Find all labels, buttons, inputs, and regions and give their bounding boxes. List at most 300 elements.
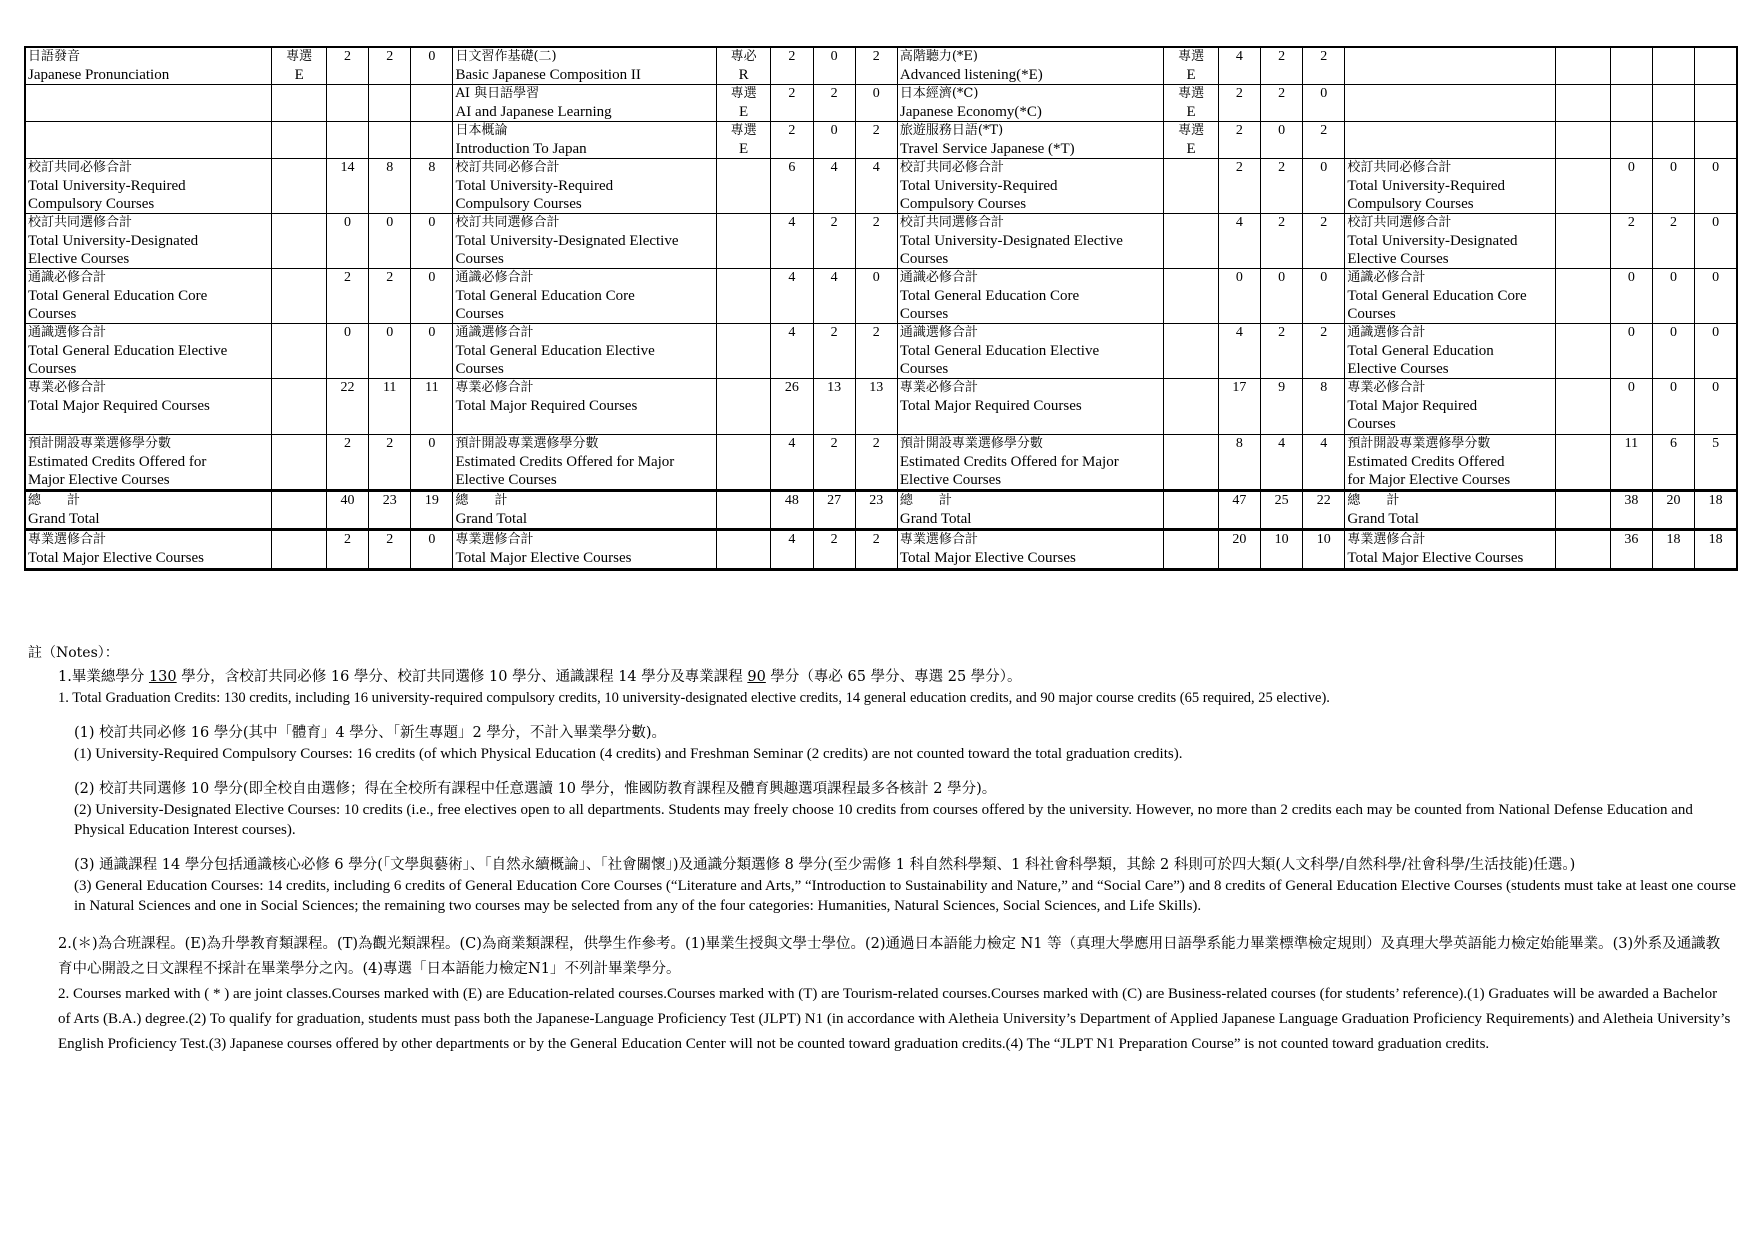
total-label-zh: 校訂共同選修合計 <box>1347 215 1452 230</box>
total-label-en: Total University-Designated Elective <box>899 233 1123 249</box>
course-name-cell <box>453 47 716 85</box>
total-credit-cell: 0 <box>326 324 368 379</box>
total-label-en: Total General Education Elective <box>455 343 655 359</box>
course-name-zh: 日本經濟(*C) <box>899 86 979 101</box>
total-type-cell <box>1556 159 1611 214</box>
total-label-zh: 通識選修合計 <box>28 325 107 340</box>
total-credit-cell: 0 <box>855 269 897 324</box>
total-credit-cell: 48 <box>771 491 813 530</box>
total-label-zh: 校訂共同必修合計 <box>28 160 133 175</box>
course-name-zh: 旅遊服務日語(*T) <box>899 123 1004 138</box>
credit-cell <box>411 85 453 122</box>
course-type-letter: E <box>739 141 749 157</box>
course-name-zh: AI 與日語學習 <box>455 86 540 101</box>
total-type-cell <box>1556 269 1611 324</box>
total-label-zh: 預計開設專業選修學分數 <box>1347 436 1491 451</box>
credit-cell: 2 <box>369 47 411 85</box>
credit-cell: 0 <box>1261 122 1303 159</box>
total-row <box>25 324 1737 379</box>
total-label-en: Total University-Required <box>1347 178 1506 194</box>
credit-cell <box>1695 122 1737 159</box>
course-type-letter: E <box>1186 67 1196 83</box>
note-1-2-en: (2) University-Designated Elective Courses: 10 credits (i.e., free electives open to all departments. Students may freely choose 10 credits from courses offered by the university. However, no more than 2 credits each may be counted from National Defense Education and Physical Education Interest courses). <box>74 802 1693 838</box>
total-type-cell <box>716 214 771 269</box>
total-type-cell <box>1556 379 1611 435</box>
total-label-zh: 通識選修合計 <box>1347 325 1426 340</box>
total-label-en: Grand Total <box>899 511 972 527</box>
total-type-cell <box>1556 530 1611 570</box>
total-label-en: Estimated Credits Offered for Major <box>899 454 1119 470</box>
course-type-cell <box>1164 85 1219 122</box>
total-label-en: Grand Total <box>1347 511 1419 527</box>
total-credit-cell: 10 <box>1261 530 1303 570</box>
note-1-1 <box>74 722 1739 764</box>
credit-cell: 2 <box>855 122 897 159</box>
total-type-cell <box>716 530 771 570</box>
total-type-cell <box>716 379 771 435</box>
total-type-cell <box>716 435 771 491</box>
total-label-en: Compulsory Courses <box>455 196 582 212</box>
total-credit-cell: 4 <box>813 269 855 324</box>
credit-cell: 2 <box>1261 47 1303 85</box>
total-label-zh: 專業選修合計 <box>455 532 534 547</box>
total-credit-cell: 2 <box>1218 159 1260 214</box>
total-credit-cell: 18 <box>1652 530 1694 570</box>
total-type-cell <box>272 159 327 214</box>
total-credit-cell: 4 <box>1218 214 1260 269</box>
credit-cell: 4 <box>1218 47 1260 85</box>
course-name-cell <box>25 122 272 159</box>
course-type-cell <box>272 122 327 159</box>
note-2-zh: 2.(＊)為合班課程。(E)為升學教育類課程。(T)為觀光類課程。(C)為商業類課程，供學生作參考。(1)畢業生授與文學士學位。(2)通過日本語能力檢定 N1 等（真理大學應用日語學系能力畢業標準檢定規則）及真理大學英語能力檢定始能畢業。(3)外系及通識教育中心開設之日文課程不採計在畢業學分之內。(4)專選「日本語能力檢定N1」不列計畢業學分。 <box>58 936 1721 977</box>
notes-title: 註（Notes）： <box>28 645 119 661</box>
total-type-cell <box>1164 214 1219 269</box>
total-credit-cell: 4 <box>855 159 897 214</box>
course-name-en: Advanced listening(*E) <box>899 67 1043 83</box>
total-credit-cell: 2 <box>369 269 411 324</box>
total-label-zh: 專業選修合計 <box>899 532 978 547</box>
credit-cell: 2 <box>771 122 813 159</box>
total-credit-cell: 0 <box>1652 324 1694 379</box>
credit-cell <box>1652 122 1694 159</box>
total-label-en: Courses <box>899 251 949 267</box>
total-credit-cell: 38 <box>1610 491 1652 530</box>
total-label-en: Total Major Required Courses <box>899 398 1082 414</box>
total-type-cell <box>1164 491 1219 530</box>
total-credit-cell: 6 <box>771 159 813 214</box>
total-credit-cell: 22 <box>1303 491 1345 530</box>
credit-cell: 0 <box>855 85 897 122</box>
total-type-cell <box>1556 435 1611 491</box>
total-label-cell <box>25 324 272 379</box>
total-credit-cell: 0 <box>1695 159 1737 214</box>
total-label-zh: 校訂共同必修合計 <box>455 160 560 175</box>
total-label-zh: 通識必修合計 <box>455 270 534 285</box>
total-label-en: Grand Total <box>455 511 528 527</box>
total-label-cell <box>453 435 716 491</box>
total-credit-cell: 17 <box>1218 379 1260 435</box>
total-label-en: Elective Courses <box>1347 251 1449 267</box>
total-type-cell <box>716 491 771 530</box>
total-label-zh: 總 計 <box>1347 493 1400 508</box>
total-credit-cell: 2 <box>813 214 855 269</box>
total-row <box>25 491 1737 530</box>
total-type-cell <box>272 530 327 570</box>
total-label-en: Courses <box>455 361 504 377</box>
credit-cell <box>1695 47 1737 85</box>
total-credit-cell: 0 <box>411 435 453 491</box>
total-label-zh: 預計開設專業選修學分數 <box>455 436 599 451</box>
total-label-cell <box>897 214 1163 269</box>
total-credit-cell: 2 <box>813 530 855 570</box>
total-label-zh: 專業必修合計 <box>28 380 107 395</box>
total-label-zh: 專業必修合計 <box>899 380 978 395</box>
total-label-en: Courses <box>455 306 504 322</box>
total-credit-cell: 0 <box>411 269 453 324</box>
course-name-cell <box>453 85 716 122</box>
total-label-en: Total University-Designated Elective <box>455 233 679 249</box>
total-credit-cell: 2 <box>1261 324 1303 379</box>
total-row <box>25 435 1737 491</box>
total-label-cell <box>897 269 1163 324</box>
total-type-cell <box>272 435 327 491</box>
total-credit-cell: 14 <box>326 159 368 214</box>
total-label-cell <box>1345 435 1556 491</box>
total-label-en: Total General Education Core <box>28 288 208 304</box>
total-type-cell <box>1164 435 1219 491</box>
course-name-cell <box>25 47 272 85</box>
total-credit-cell: 0 <box>411 324 453 379</box>
total-credit-cell: 2 <box>1303 324 1345 379</box>
credit-cell <box>326 85 368 122</box>
total-credit-cell: 40 <box>326 491 368 530</box>
total-credit-cell: 0 <box>1695 214 1737 269</box>
total-type-cell <box>716 324 771 379</box>
total-credit-cell: 0 <box>1695 269 1737 324</box>
note-1-en: 1. Total Graduation Credits: 130 credits, including 16 university-required compulsory credits, 10 university-designated elective credits, 14 general education credits, and 90 major course credits (65 required, 25 elective). <box>58 690 1330 706</box>
total-type-cell <box>272 491 327 530</box>
course-name-cell <box>897 85 1163 122</box>
total-credit-cell: 0 <box>1695 324 1737 379</box>
total-type-cell <box>1164 159 1219 214</box>
credit-cell: 0 <box>813 122 855 159</box>
total-label-zh: 通識必修合計 <box>28 270 107 285</box>
total-type-cell <box>1556 491 1611 530</box>
total-credit-cell: 4 <box>1218 324 1260 379</box>
total-label-zh: 校訂共同必修合計 <box>1347 160 1452 175</box>
total-label-cell <box>1345 214 1556 269</box>
credit-cell <box>1610 122 1652 159</box>
total-label-en: Elective Courses <box>455 472 557 488</box>
total-credit-cell: 0 <box>1610 269 1652 324</box>
total-label-en: Total Major Required <box>1347 398 1478 414</box>
total-type-cell <box>716 269 771 324</box>
total-credit-cell: 2 <box>369 530 411 570</box>
course-type: 專必 <box>730 49 757 64</box>
credit-cell: 2 <box>855 47 897 85</box>
credit-cell <box>411 122 453 159</box>
total-credit-cell: 0 <box>1303 269 1345 324</box>
total-credit-cell: 0 <box>369 324 411 379</box>
course-row <box>25 122 1737 159</box>
total-label-cell <box>25 530 272 570</box>
credit-cell <box>1610 47 1652 85</box>
credit-cell: 2 <box>1303 47 1345 85</box>
total-label-en: Courses <box>28 306 77 322</box>
total-credit-cell: 4 <box>771 324 813 379</box>
total-label-cell <box>453 159 716 214</box>
course-type: 專選 <box>730 123 757 138</box>
total-credit-cell: 8 <box>411 159 453 214</box>
total-credit-cell: 0 <box>1261 269 1303 324</box>
total-label-en: Courses <box>1347 416 1396 432</box>
notes-section <box>24 642 1739 1057</box>
course-type-cell <box>272 47 327 85</box>
total-label-zh: 校訂共同選修合計 <box>455 215 560 230</box>
total-credit-cell: 2 <box>855 530 897 570</box>
total-credit-cell: 2 <box>326 269 368 324</box>
course-type-letter: E <box>739 104 749 120</box>
total-label-en: Total University-Required <box>899 178 1058 194</box>
total-credit-cell: 11 <box>369 379 411 435</box>
course-name-cell <box>1345 122 1556 159</box>
total-label-en: Elective Courses <box>1347 361 1449 377</box>
total-label-zh: 總 計 <box>455 493 508 508</box>
total-label-zh: 通識必修合計 <box>899 270 978 285</box>
note-1-3-en: (3) General Education Courses: 14 credits, including 6 credits of General Education Core Courses (“Literature and Arts,” “Introduction to Sustainability and Nature,” and “Social Care”) and 8 credits of General Education Elective Courses (students must take at least one course in Natural Sciences and one in Social Sciences; the remaining two courses may be selected from any of the four categories: Humanities, Natural Sciences, Social Sciences, and Life Skills). <box>74 878 1736 914</box>
total-label-cell <box>25 159 272 214</box>
total-label-zh: 專業必修合計 <box>455 380 534 395</box>
total-type-cell <box>1556 324 1611 379</box>
total-label-en: Total Major Elective Courses <box>455 550 632 566</box>
total-credit-cell: 2 <box>326 530 368 570</box>
total-credit-cell: 4 <box>771 269 813 324</box>
course-type-letter: E <box>1186 141 1196 157</box>
total-label-en: Courses <box>1347 306 1396 322</box>
total-label-en: Total General Education Elective <box>28 343 228 359</box>
course-row <box>25 47 1737 85</box>
total-label-cell <box>897 324 1163 379</box>
total-credit-cell: 0 <box>369 214 411 269</box>
course-type: 專選 <box>286 49 313 64</box>
total-label-zh: 通識選修合計 <box>455 325 534 340</box>
course-type-cell <box>1164 122 1219 159</box>
credit-cell: 2 <box>771 47 813 85</box>
note-1-1-en: (1) University-Required Compulsory Courses: 16 credits (of which Physical Education (4 credits) and Freshman Seminar (2 credits) are not counted toward the total graduation credits). <box>74 746 1183 762</box>
credit-cell: 2 <box>771 85 813 122</box>
course-type-cell <box>272 85 327 122</box>
total-label-cell <box>1345 491 1556 530</box>
total-label-en: Courses <box>28 361 77 377</box>
total-type-cell <box>1556 214 1611 269</box>
total-label-cell <box>897 379 1163 435</box>
total-credit-cell: 0 <box>1652 269 1694 324</box>
total-credit-cell: 22 <box>326 379 368 435</box>
credit-cell <box>369 85 411 122</box>
course-name-cell <box>897 122 1163 159</box>
course-type-letter: E <box>294 67 304 83</box>
total-label-cell <box>453 530 716 570</box>
course-name-cell <box>1345 47 1556 85</box>
total-label-en: Compulsory Courses <box>899 196 1027 212</box>
credit-cell: 2 <box>1218 122 1260 159</box>
total-credit-cell: 20 <box>1218 530 1260 570</box>
total-label-zh: 校訂共同選修合計 <box>28 215 133 230</box>
total-credit-cell: 25 <box>1261 491 1303 530</box>
total-credit-cell: 2 <box>1610 214 1652 269</box>
note-1-zh: 1.畢業總學分 130 學分，含校訂共同必修 16 學分、校訂共同選修 10 學分、通識課程 14 學分及專業課程 90 學分（專必 65 學分、專選 25 學分）。 <box>58 669 1022 685</box>
note-1-2 <box>74 778 1739 840</box>
total-label-en: Estimated Credits Offered for Major <box>455 454 675 470</box>
total-label-en: Total Major Elective Courses <box>899 550 1076 566</box>
course-name-en: Japanese Economy(*C) <box>899 104 1042 120</box>
total-label-cell <box>1345 269 1556 324</box>
total-credit-cell: 11 <box>411 379 453 435</box>
note-1-3 <box>74 854 1739 916</box>
course-name-zh: 日語發音 <box>28 49 81 64</box>
total-label-zh: 預計開設專業選修學分數 <box>899 436 1043 451</box>
total-label-zh: 總 計 <box>28 493 81 508</box>
total-type-cell <box>716 159 771 214</box>
total-credit-cell: 2 <box>855 214 897 269</box>
total-label-cell <box>897 159 1163 214</box>
total-type-cell <box>1164 530 1219 570</box>
total-credit-cell: 0 <box>411 214 453 269</box>
course-name-en: Introduction To Japan <box>455 141 587 157</box>
total-row <box>25 379 1737 435</box>
note-1-2-zh: (2) 校訂共同選修 10 學分(即全校自由選修；得在全校所有課程中任意選讀 10 學分，惟國防教育課程及體育興趣選項課程最多各核計 2 學分)。 <box>74 781 997 797</box>
total-label-cell <box>453 269 716 324</box>
total-label-cell <box>25 214 272 269</box>
total-credit-cell: 8 <box>1303 379 1345 435</box>
course-name-en: Japanese Pronunciation <box>28 67 170 83</box>
total-label-en: Estimated Credits Offered for <box>28 454 207 470</box>
course-name-cell <box>453 122 716 159</box>
total-label-en: Total General Education Elective <box>899 343 1100 359</box>
total-type-cell <box>1164 324 1219 379</box>
curriculum-table <box>24 46 1738 571</box>
total-label-en: Total University-Required <box>455 178 614 194</box>
total-credit-cell: 2 <box>369 435 411 491</box>
total-row <box>25 214 1737 269</box>
total-credit-cell: 4 <box>1303 435 1345 491</box>
total-label-en: Total General Education Core <box>455 288 635 304</box>
total-credit-cell: 4 <box>1261 435 1303 491</box>
total-credit-cell: 2 <box>813 435 855 491</box>
credit-cell: 0 <box>813 47 855 85</box>
total-credit-cell: 2 <box>1652 214 1694 269</box>
total-credit-cell: 5 <box>1695 435 1737 491</box>
course-type-cell <box>1556 47 1611 85</box>
note-2-en: 2. Courses marked with ( * ) are joint classes.Courses marked with (E) are Education-related courses.Courses marked with (T) are Tourism-related courses.Courses marked with (C) are Business-related courses (for students’ reference).(1) Graduates will be awarded a Bachelor of Arts (B.A.) degree.(2) To qualify for graduation, students must pass both the Japanese-Language Proficiency Test (JLPT) N1 (in accordance with Aletheia University’s Department of Applied Japanese Language Graduation Proficiency Requirements) and Aletheia University’s English Proficiency Test.(3) Japanese courses offered by other departments or by the General Education Center will not be counted toward graduation credits.(4) The “JLPT N1 Preparation Course” is not counted toward graduation credits. <box>58 986 1731 1052</box>
course-name-en: Basic Japanese Composition II <box>455 67 641 83</box>
total-credit-cell: 10 <box>1303 530 1345 570</box>
total-label-cell <box>897 530 1163 570</box>
course-type-letter: E <box>1186 104 1196 120</box>
total-credit-cell: 6 <box>1652 435 1694 491</box>
total-credit-cell: 18 <box>1695 491 1737 530</box>
total-label-en: Total University-Designated <box>28 233 199 249</box>
total-label-zh: 通識必修合計 <box>1347 270 1426 285</box>
total-credit-cell: 13 <box>855 379 897 435</box>
total-label-en: Courses <box>899 306 949 322</box>
total-label-en: for Major Elective Courses <box>1347 472 1511 488</box>
credit-cell: 0 <box>411 47 453 85</box>
total-label-en: Total General Education Core <box>899 288 1080 304</box>
total-credit-cell: 9 <box>1261 379 1303 435</box>
total-type-cell <box>1164 379 1219 435</box>
total-label-cell <box>25 491 272 530</box>
total-credit-cell: 0 <box>1303 159 1345 214</box>
course-type: 專選 <box>730 86 757 101</box>
total-credit-cell: 0 <box>1610 324 1652 379</box>
total-label-zh: 校訂共同選修合計 <box>899 215 1004 230</box>
total-credit-cell: 2 <box>855 435 897 491</box>
total-label-zh: 總 計 <box>899 493 952 508</box>
total-label-cell <box>25 269 272 324</box>
course-type-cell <box>716 85 771 122</box>
total-credit-cell: 2 <box>1261 214 1303 269</box>
course-type-cell <box>716 47 771 85</box>
total-credit-cell: 0 <box>1652 159 1694 214</box>
total-label-cell <box>1345 159 1556 214</box>
total-credit-cell: 2 <box>326 435 368 491</box>
total-credit-cell: 0 <box>326 214 368 269</box>
total-credit-cell: 0 <box>1218 269 1260 324</box>
total-label-cell <box>25 435 272 491</box>
course-type: 專選 <box>1178 49 1205 64</box>
credit-cell: 2 <box>326 47 368 85</box>
total-credit-cell: 13 <box>813 379 855 435</box>
total-type-cell <box>272 379 327 435</box>
total-label-cell <box>1345 530 1556 570</box>
total-label-en: Elective Courses <box>899 472 1002 488</box>
credit-cell: 2 <box>813 85 855 122</box>
total-credit-cell: 4 <box>771 530 813 570</box>
course-name-en: Travel Service Japanese (*T) <box>899 141 1075 157</box>
total-credit-cell: 8 <box>1218 435 1260 491</box>
total-label-zh: 專業選修合計 <box>28 532 107 547</box>
course-type: 專選 <box>1178 86 1205 101</box>
total-label-en: Total Major Elective Courses <box>1347 550 1524 566</box>
curriculum-page <box>24 46 1738 571</box>
course-row <box>25 85 1737 122</box>
total-label-en: Total Major Required Courses <box>28 398 210 414</box>
course-type: 專選 <box>1178 123 1205 138</box>
total-credit-cell: 4 <box>813 159 855 214</box>
total-credit-cell: 27 <box>813 491 855 530</box>
credit-cell: 2 <box>1303 122 1345 159</box>
total-credit-cell: 19 <box>411 491 453 530</box>
total-label-cell <box>453 379 716 435</box>
total-credit-cell: 0 <box>1652 379 1694 435</box>
total-credit-cell: 2 <box>813 324 855 379</box>
total-credit-cell: 23 <box>855 491 897 530</box>
total-label-zh: 校訂共同必修合計 <box>899 160 1004 175</box>
total-label-en: Courses <box>455 251 504 267</box>
total-label-en: Estimated Credits Offered <box>1347 454 1505 470</box>
total-credit-cell: 2 <box>855 324 897 379</box>
course-name-en: AI and Japanese Learning <box>455 104 612 120</box>
total-label-en: Total Major Elective Courses <box>28 550 204 566</box>
total-label-en: Total General Education Core <box>1347 288 1527 304</box>
total-credit-cell: 0 <box>1610 159 1652 214</box>
total-label-en: Grand Total <box>28 511 100 527</box>
total-label-cell <box>897 491 1163 530</box>
total-row <box>25 159 1737 214</box>
total-label-zh: 專業選修合計 <box>1347 532 1426 547</box>
total-label-en: Courses <box>899 361 949 377</box>
